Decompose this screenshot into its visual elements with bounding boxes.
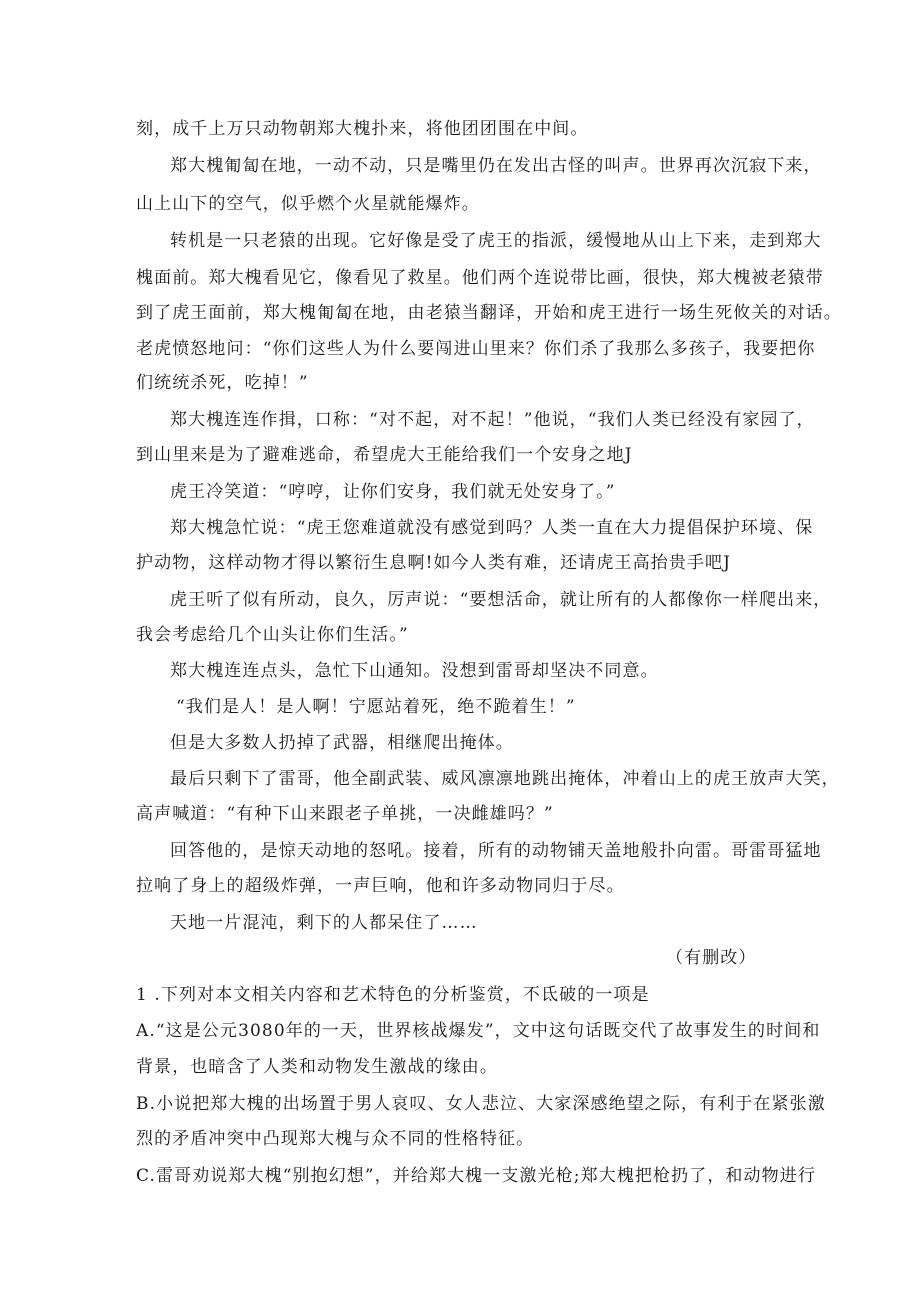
paragraph-line: 郑大槐急忙说：“虎王您难道就没有感觉到吗？人类一直在大力提倡保护环境、保: [170, 518, 814, 538]
option-a-line: A.“这是公元3080年的一天，世界核战爆发”，文中这句话既交代了故事发生的时间和: [136, 1021, 821, 1041]
paragraph-line: 我会考虑给几个山头让你们生活。”: [136, 625, 409, 645]
paragraph-line: 到山里来是为了避难逃命，希望虎大王能给我们一个安身之地J: [136, 445, 633, 465]
paragraph-line: 但是大多数人扔掉了武器，相继爬出掩体。: [170, 733, 514, 753]
paragraph-line: 们统统杀死，吃掉！”: [136, 373, 309, 393]
paragraph-line: 高声喊道：“有种下山来跟老子单挑，一决雌雄吗？”: [136, 804, 554, 824]
option-b-line: 烈的矛盾冲突中凸现郑大槐与众不同的性格特征。: [136, 1129, 535, 1149]
option-b-line: B.小说把郑大槐的出场置于男人哀叹、女人悲泣、大家深感绝望之际，有利于在紧张激: [136, 1094, 826, 1114]
paragraph-line: 刻，成千上万只动物朝郑大槐扑来，将他团团围在中间。: [136, 119, 589, 139]
paragraph-line: 虎王冷笑道：“哼哼，让你们安身，我们就无处安身了。”: [170, 482, 616, 502]
option-a-line: 背景，也暗含了人类和动物发生激战的缘由。: [136, 1057, 498, 1077]
paragraph-line: 拉响了身上的超级炸弹，一声巨响，他和许多动物同归于尽。: [136, 876, 625, 896]
paragraph-line: 虎王听了似有所动，良久，厉声说：“要想活命，就让所有的人都像你一样爬出来，: [170, 590, 832, 610]
paragraph-line: 到了虎王面前，郑大槐匍匐在地，由老猿当翻译，开始和虎王进行一场生死攸关的对话。: [136, 303, 842, 323]
option-c-line: C.雷哥劝说郑大槐“别抱幻想”，并给郑大槐一支激光枪;郑大槐把枪扔了，和动物进行: [136, 1166, 816, 1186]
paragraph-line: 郑大槐连连点头，急忙下山通知。没想到雷哥却坚决不同意。: [170, 661, 659, 681]
question-stem: 1 .下列对本文相关内容和艺术特色的分析鉴赏，不氐破的一项是: [136, 985, 650, 1005]
paragraph-line: 转机是一只老猿的出现。它好像是受了虎王的指派，缓慢地从山上下来，走到郑大: [170, 231, 822, 251]
paragraph-line: 郑大槐连连作揖，口称：“对不起，对不起！”他说，“我们人类已经没有家园了，: [170, 410, 815, 430]
paragraph-line: 最后只剩下了雷哥，他全副武装、威风凛凛地跳出掩体，冲着山上的虎王放声大笑，: [170, 769, 840, 789]
paragraph-line: 老虎愤怒地问：“你们这些人为什么要闯进山里来？你们杀了我那么多孩子，我要把你: [136, 339, 816, 359]
paragraph-line: 护动物，这样动物才得以繁衍生息啊!如今人类有难，还请虎王高抬贵手吧J: [136, 553, 732, 573]
paragraph-line: “我们是人！是人啊！宁愿站着死，绝不跪着生！”: [176, 697, 576, 717]
paragraph-line: 山上山下的空气，似乎燃个火星就能爆炸。: [136, 194, 480, 214]
paragraph-line: 回答他的，是惊天动地的怒吼。接着，所有的动物铺天盖地般扑向雷。哥雷哥猛地: [170, 841, 822, 861]
source-note: （有删改）: [666, 948, 757, 968]
paragraph-line: 天地一片混沌，剩下的人都呆住了……: [170, 913, 478, 933]
paragraph-line: 槐面前。郑大槐看见它，像看见了救星。他们两个连说带比画，很快，郑大槐被老猿带: [136, 268, 824, 288]
paragraph-line: 郑大槐匍匐在地，一动不动，只是嘴里仍在发出古怪的叫声。世界再次沉寂下来，: [170, 156, 822, 176]
